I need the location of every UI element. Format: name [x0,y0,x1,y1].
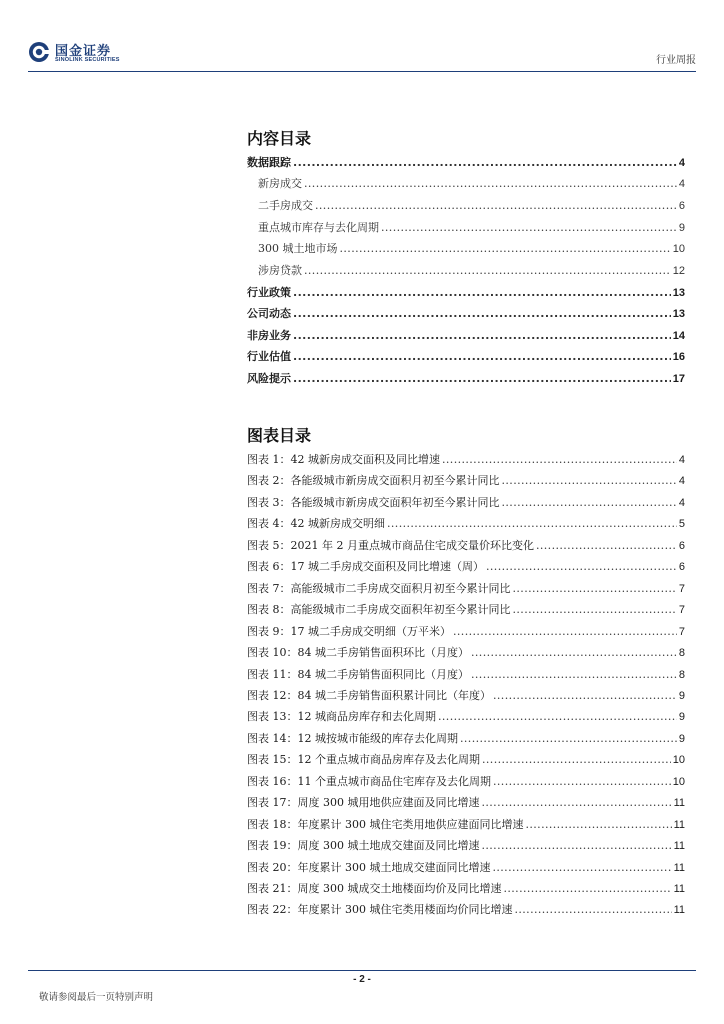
toc-entry[interactable] [247,349,685,365]
toc-entry-label: 数据跟踪 [247,156,291,169]
figure-entry[interactable] [247,860,685,876]
figure-entry[interactable] [247,817,685,833]
figure-entry[interactable] [247,495,685,511]
figure-entry[interactable] [247,516,685,532]
leader-dots [293,306,671,322]
logo-english-name: SINOLINK SECURITIES [55,57,120,63]
toc-entry[interactable] [247,371,685,387]
leader-dots [381,220,677,236]
figure-entry-page: 8 [678,647,685,660]
leader-dots [293,328,671,344]
figure-entry-label: 图表 3：各能级城市新房成交面积年初至今累计同比 [247,495,500,509]
leader-dots [304,263,671,279]
report-type-label: 行业周报 [656,55,696,66]
toc-entry-page: 13 [672,287,685,299]
figure-entry-page: 11 [673,797,685,810]
figure-entry-page: 11 [673,861,685,874]
toc-entry[interactable] [247,285,685,301]
footer-divider [28,970,696,971]
figure-entry-label: 图表 17：周度 300 城用地供应建面及同比增速 [247,796,480,810]
figure-entry[interactable] [247,559,685,575]
figure-entry-page: 11 [673,840,685,853]
figure-entry-label: 图表 13：12 城商品房库存和去化周期 [247,710,436,724]
leader-dots [460,731,677,747]
figure-entry[interactable] [247,624,685,640]
page-header [28,40,696,68]
toc-entry-page: 14 [672,330,685,342]
toc-entry-page: 4 [678,178,685,190]
figure-entry-label: 图表 19：周度 300 城土地成交建面及同比增速 [247,839,480,853]
figure-entry-label: 图表 21：周度 300 城成交土地楼面均价及同比增速 [247,882,502,895]
leader-dots [387,516,677,532]
toc-entry-page: 6 [678,200,685,212]
leader-dots [315,198,677,214]
figure-entry-page: 9 [678,732,685,745]
header-divider [28,71,696,72]
figure-entry[interactable] [247,688,685,704]
figure-entry[interactable] [247,731,685,747]
figure-entry-label: 图表 11：84 城二手房销售面积同比（月度） [247,667,469,681]
figure-entry-label: 图表 22：年度累计 300 城住宅类用楼面均价同比增速 [247,903,513,917]
figure-entry-label: 图表 8：高能级城市二手房成交面积年初至今累计同比 [247,603,511,617]
figure-entry-label: 图表 5：2021 年 2 月重点城市商品住宅成交量价环比变化 [247,538,534,552]
figure-entry-label: 图表 6：17 城二手房成交面积及同比增速（周） [247,560,484,574]
figure-entry[interactable] [247,752,685,768]
company-logo [28,40,132,66]
leader-dots [293,349,671,365]
figure-entry-page: 6 [678,539,685,552]
figure-entry-page: 7 [678,582,685,595]
leader-dots [471,645,677,661]
figures-title: 图表目录 [247,426,312,445]
leader-dots [293,285,671,301]
figure-entry[interactable] [247,538,685,554]
logo-mark-icon [28,41,50,63]
logo-chinese-name: 国金证券 [55,44,112,59]
figure-entry-label: 图表 14：12 城按城市能级的库存去化周期 [247,731,458,745]
leader-dots [525,817,671,833]
figure-entry[interactable] [247,838,685,854]
leader-dots [481,795,671,811]
figure-entry-page: 4 [678,496,685,509]
leader-dots [536,538,677,554]
leader-dots [514,902,671,918]
figure-entry[interactable] [247,667,685,683]
leader-dots [304,176,677,192]
leader-dots [513,602,677,618]
toc-entry-label: 非房业务 [247,329,291,342]
footer-disclaimer: 敬请参阅最后一页特别声明 [39,992,154,1003]
toc-entry-label: 风险提示 [247,372,291,385]
toc-entry[interactable] [247,306,685,322]
leader-dots [486,559,677,575]
leader-dots [502,473,677,489]
figure-entry[interactable] [247,795,685,811]
leader-dots [293,155,677,171]
toc-entry-page: 4 [678,157,685,169]
figure-entry-page: 7 [678,604,685,617]
figure-entry-page: 8 [678,668,685,681]
toc-entry[interactable] [247,241,685,257]
leader-dots [493,688,677,704]
toc-entry-label: 二手房成交 [258,199,313,212]
figure-entry-page: 11 [673,818,685,831]
figure-entry-page: 10 [672,754,685,767]
figure-entry-label: 图表 10：84 城二手房销售面积环比（月度） [247,646,469,660]
figure-entry-page: 11 [673,883,685,895]
toc-entry-label: 新房成交 [258,177,302,190]
toc-entry-label: 重点城市库存与去化周期 [258,221,379,234]
toc-entry-page: 10 [672,243,685,255]
toc-title: 内容目录 [247,129,312,148]
figure-entry[interactable] [247,602,685,618]
leader-dots [493,774,671,790]
toc-entry[interactable] [247,263,685,279]
toc-entry-label: 涉房贷款 [258,264,302,277]
figure-entry-label: 图表 9：17 城二手房成交明细（万平米） [247,624,451,638]
leader-dots [442,452,677,468]
figure-entry-label: 图表 1：42 城新房成交面积及同比增速 [247,453,440,466]
toc-entry[interactable] [247,328,685,344]
leader-dots [482,752,671,768]
figure-entry[interactable] [247,581,685,597]
figure-entry[interactable] [247,452,685,468]
toc-entry[interactable] [247,155,685,171]
figure-entry-page: 7 [678,625,685,638]
figure-entry-page: 4 [678,475,685,488]
leader-dots [502,495,677,511]
toc-entry-page: 12 [672,265,685,277]
figure-entry[interactable] [247,709,685,725]
leader-dots [503,881,671,897]
figure-entry-label: 图表 15：12 个重点城市商品房库存及去化周期 [247,753,480,767]
figure-entry-label: 图表 18：年度累计 300 城住宅类用地供应建面同比增速 [247,817,524,831]
leader-dots [453,624,677,640]
leader-dots [481,838,671,854]
figure-entry-page: 5 [678,518,685,531]
leader-dots [340,241,671,257]
figure-entry-page: 4 [678,454,685,466]
page-number: - 2 - [353,974,371,985]
leader-dots [513,581,677,597]
figure-entry[interactable] [247,645,685,661]
toc-entry-page: 13 [672,308,685,320]
toc-entry-page: 9 [678,222,685,234]
figure-entry-label: 图表 12：84 城二手房销售面积累计同比（年度） [247,688,491,702]
toc-entry[interactable] [247,176,685,192]
leader-dots [438,709,677,725]
figure-entry-label: 图表 2：各能级城市新房成交面积月初至今累计同比 [247,474,500,488]
toc-entry-label: 行业政策 [247,286,291,299]
figure-entry-page: 6 [678,561,685,574]
toc-entry-label: 300 城土地市场 [258,242,338,255]
figure-entry-page: 11 [673,904,685,917]
figure-entry-label: 图表 4：42 城新房成交明细 [247,517,385,531]
figure-entry-page: 10 [672,775,685,788]
figure-entry-page: 9 [678,689,685,702]
leader-dots [471,667,677,683]
figure-entry-page: 9 [678,711,685,724]
toc-entry[interactable] [247,220,685,236]
figure-entry[interactable] [247,774,685,790]
toc-entry-page: 16 [672,351,685,363]
figure-entry-label: 图表 20：年度累计 300 城土地成交建面同比增速 [247,860,491,874]
toc-entry-label: 公司动态 [247,307,291,320]
toc-entry[interactable] [247,198,685,214]
leader-dots [293,371,671,387]
figure-entry-label: 图表 7：高能级城市二手房成交面积月初至今累计同比 [247,581,511,595]
figure-entry[interactable] [247,881,685,897]
toc-entry-label: 行业估值 [247,350,291,363]
figure-entry[interactable] [247,473,685,489]
figure-entry-label: 图表 16：11 个重点城市商品住宅库存及去化周期 [247,774,491,788]
leader-dots [492,860,671,876]
figure-entry[interactable] [247,902,685,918]
toc-entry-page: 17 [672,373,685,385]
